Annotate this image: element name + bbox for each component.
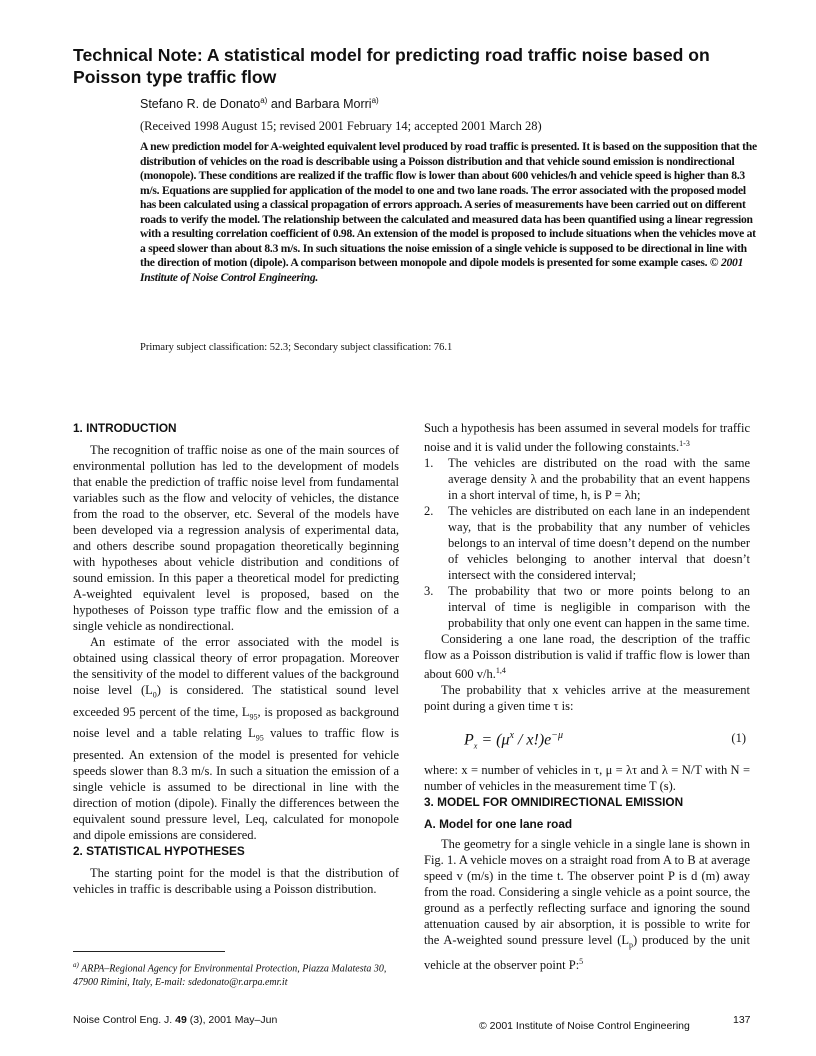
eq-rest: / x!)e bbox=[513, 731, 552, 749]
list-item-text: The vehicles are distributed on each lane in an independent way, that is the probability that any number of vehicles belongs to an interval of time doesn’t depend on the number of vehicles belonging to another interval that doesn’t intersect with the considered interval; bbox=[448, 504, 750, 583]
page-number: 137 bbox=[733, 1014, 751, 1026]
right-column bbox=[424, 420, 750, 973]
list-item-number: 3. bbox=[424, 584, 434, 599]
eq-lhs: P bbox=[464, 731, 474, 749]
section-heading-introduction: 1. INTRODUCTION bbox=[73, 421, 177, 435]
footer-copyright: © 2001 Institute of Noise Control Engineering bbox=[479, 1020, 690, 1032]
list-item bbox=[424, 583, 750, 631]
footnote-divider bbox=[73, 951, 225, 952]
author-2: and Barbara Morri bbox=[267, 97, 372, 112]
model-p1-part-b: ) produced by the unit vehicle at the observer point P: bbox=[424, 933, 751, 972]
abstract-text: A new prediction model for A-weighted equivalent level produced by road traffic is presented. It is based on the supposition that the distribution of vehicles on the road is describable using a Poisson distribution and that vehicle sound emission is nondirectional (monopole). These conditions are realized if the traffic flow is lower than about 600 vehicles/h and vehicle speed is higher than 8.3 m/s. Equations are supplied for application of the model to one and two lane roads. The error associated with the proposed model has been calculated using a classical propagation of errors approach. A series of measurements have been carried out on different roads to verify the model. The relationship between the calculated and measured data has been quantified using a linear regression with a resulting correlation coefficient of 0.98. An extension of the model is proposed to include situations when the vehicles move at a speed slower than about 8.3 m/s. In such situations the noise emission of a single vehicle is supposed to be directional in line with the direction of motion (dipole). A comparison between monopole and dipole models is presented for some example cases. bbox=[140, 140, 757, 269]
received-dates: (Received 1998 August 15; revised 2001 February 14; accepted 2001 March 28) bbox=[140, 119, 542, 133]
equation-formula bbox=[464, 728, 563, 755]
list-item-text: The probability that two or more points belong to an interval of time is negligible in comparison with the probability that only one event can happen in the same time. bbox=[448, 584, 750, 631]
journal-name: Noise Control Eng. J. bbox=[73, 1014, 176, 1026]
author-1: Stefano R. de Donato bbox=[140, 97, 261, 112]
abstract bbox=[140, 140, 760, 285]
section-heading-omnidirectional: 3. MODEL FOR OMNIDIRECTIONAL EMISSION bbox=[424, 795, 684, 810]
hypotheses-intro bbox=[424, 420, 750, 455]
footer-journal-citation bbox=[73, 1014, 277, 1026]
intro-paragraph-1: The recognition of traffic noise as one of the main sources of environmental pollution has led to the development of models that enable the prediction of traffic noise level from fundamental variables such as the flow and velocity of vehicles, the distance from the road to the observer, etc. Several of the models have been developed via a regression analysis of experimental data, and others describe sound propagation theoretically beginning with hypotheses about vehicle distribution and conditions of sound emission. In this paper a theoretical model for predicting A-weighted equivalent level is proposed, based on the hypotheses of Poisson type traffic flow and the emission of a single vehicle as nondirectional. bbox=[73, 443, 399, 633]
eq-rest-sup: −μ bbox=[551, 730, 564, 742]
affiliation-footnote bbox=[73, 958, 403, 990]
reference-marker: 1-3 bbox=[679, 439, 690, 448]
hypotheses-list bbox=[424, 455, 750, 631]
one-lane-paragraph bbox=[424, 631, 750, 682]
list-item-number: 2. bbox=[424, 504, 434, 519]
intro-p2-part-c: , is proposed as background noise level and a table relating L bbox=[73, 704, 399, 740]
model-p1-part-a: The geometry for a single vehicle in a single lane is shown in Fig. 1. A vehicle moves on a straight road from A to B at average speed v (m/s) in the time t. The observer point P is d (m) away from the road. Considering a single vehicle as a point source, the ground as a perfectly reflecting surface and ignoring the sound attenuation caused by air absorption, it is possible to write for the A-weighted sound pressure level (L bbox=[424, 837, 750, 948]
author-1-affiliation-mark: a) bbox=[260, 96, 268, 105]
author-2-affiliation-mark: a) bbox=[371, 96, 379, 105]
paper-title: Technical Note: A statistical model for predicting road traffic noise based on Poisson type traffic flow bbox=[73, 45, 710, 87]
author-line bbox=[140, 96, 379, 111]
abstract-copyright: © 2001 Institute of Noise Control Engineering. bbox=[140, 256, 744, 284]
one-lane-text: Considering a one lane road, the description of the traffic flow as a Poisson distribution is valid if traffic flow is lower than about 600 v/h. bbox=[424, 632, 750, 682]
intro-p2-part-b: ) is considered. The statistical sound level exceeded 95 percent of the time, L bbox=[73, 683, 399, 719]
footnote-marker: a) bbox=[73, 961, 79, 969]
list-item-text: The vehicles are distributed on the road with the same average density λ and the probability that an event happens in a short interval of time, h, is P = λh; bbox=[448, 456, 750, 503]
eq-mid-sup: x bbox=[509, 730, 514, 742]
intro-p2-sub-2: 95 bbox=[249, 712, 258, 721]
reference-marker: 1,4 bbox=[495, 666, 506, 676]
footnote-text: ARPA–Regional Agency for Environmental Protection, Piazza Malatesta 30, 47900 Rimini, Italy, E-mail: sdedonato@r.arpa.emr.it bbox=[73, 963, 387, 989]
hypotheses-paragraph-1: The starting point for the model is that the distribution of vehicles in traffic is describable using a Poisson distribution. bbox=[73, 865, 399, 896]
model-p1-sub: p bbox=[629, 940, 634, 950]
subsection-heading-one-lane: A. Model for one lane road bbox=[424, 817, 573, 832]
reference-marker: 5 bbox=[579, 956, 584, 966]
list-item bbox=[424, 455, 750, 503]
where-paragraph: where: x = number of vehicles in τ, μ = λτ and λ = N/T with N = number of vehicles in the measurement time T (s). bbox=[424, 763, 750, 794]
intro-p2-part-d: values to traffic flow is presented. An extension of the model is presented for vehicle speeds slower than 8.3 m/s. In such a situation the emission of a single vehicle is assumed to be directional in line with the direction of motion (dipole). Finally the differences between the equivalent sound pressure level, Leq, calculated for monopole and dipole emissions are considered. bbox=[73, 726, 399, 842]
list-item bbox=[424, 503, 750, 583]
subject-classification: Primary subject classification: 52.3; Secondary subject classification: 76.1 bbox=[140, 342, 453, 353]
probability-paragraph: The probability that x vehicles arrive at the measurement point during a given time τ is: bbox=[424, 683, 750, 714]
eq-mid: = (μ bbox=[477, 731, 510, 749]
journal-volume: 49 bbox=[175, 1014, 187, 1026]
intro-p2-sub-3: 95 bbox=[255, 733, 264, 743]
equation-number: (1) bbox=[731, 731, 746, 746]
intro-p2-part-a: An estimate of the error associated with the model is obtained using classical theory of error propagation. Moreover the sensitivity of the model to different values of the background noise level (L bbox=[73, 635, 399, 697]
hypotheses-intro-text: Such a hypothesis has been assumed in several models for traffic noise and it is valid under the following constaints. bbox=[424, 421, 750, 455]
model-paragraph-1 bbox=[424, 836, 750, 973]
intro-paragraph-2 bbox=[73, 634, 399, 843]
journal-issue: (3), 2001 May–Jun bbox=[186, 1014, 278, 1026]
eq-lhs-sub: x bbox=[473, 741, 478, 751]
section-heading-statistical-hypotheses: 2. STATISTICAL HYPOTHESES bbox=[73, 843, 245, 858]
equation-1 bbox=[424, 722, 750, 756]
left-column bbox=[73, 420, 399, 897]
list-item-number: 1. bbox=[424, 456, 434, 471]
intro-p2-sub-1: 0 bbox=[152, 690, 157, 700]
